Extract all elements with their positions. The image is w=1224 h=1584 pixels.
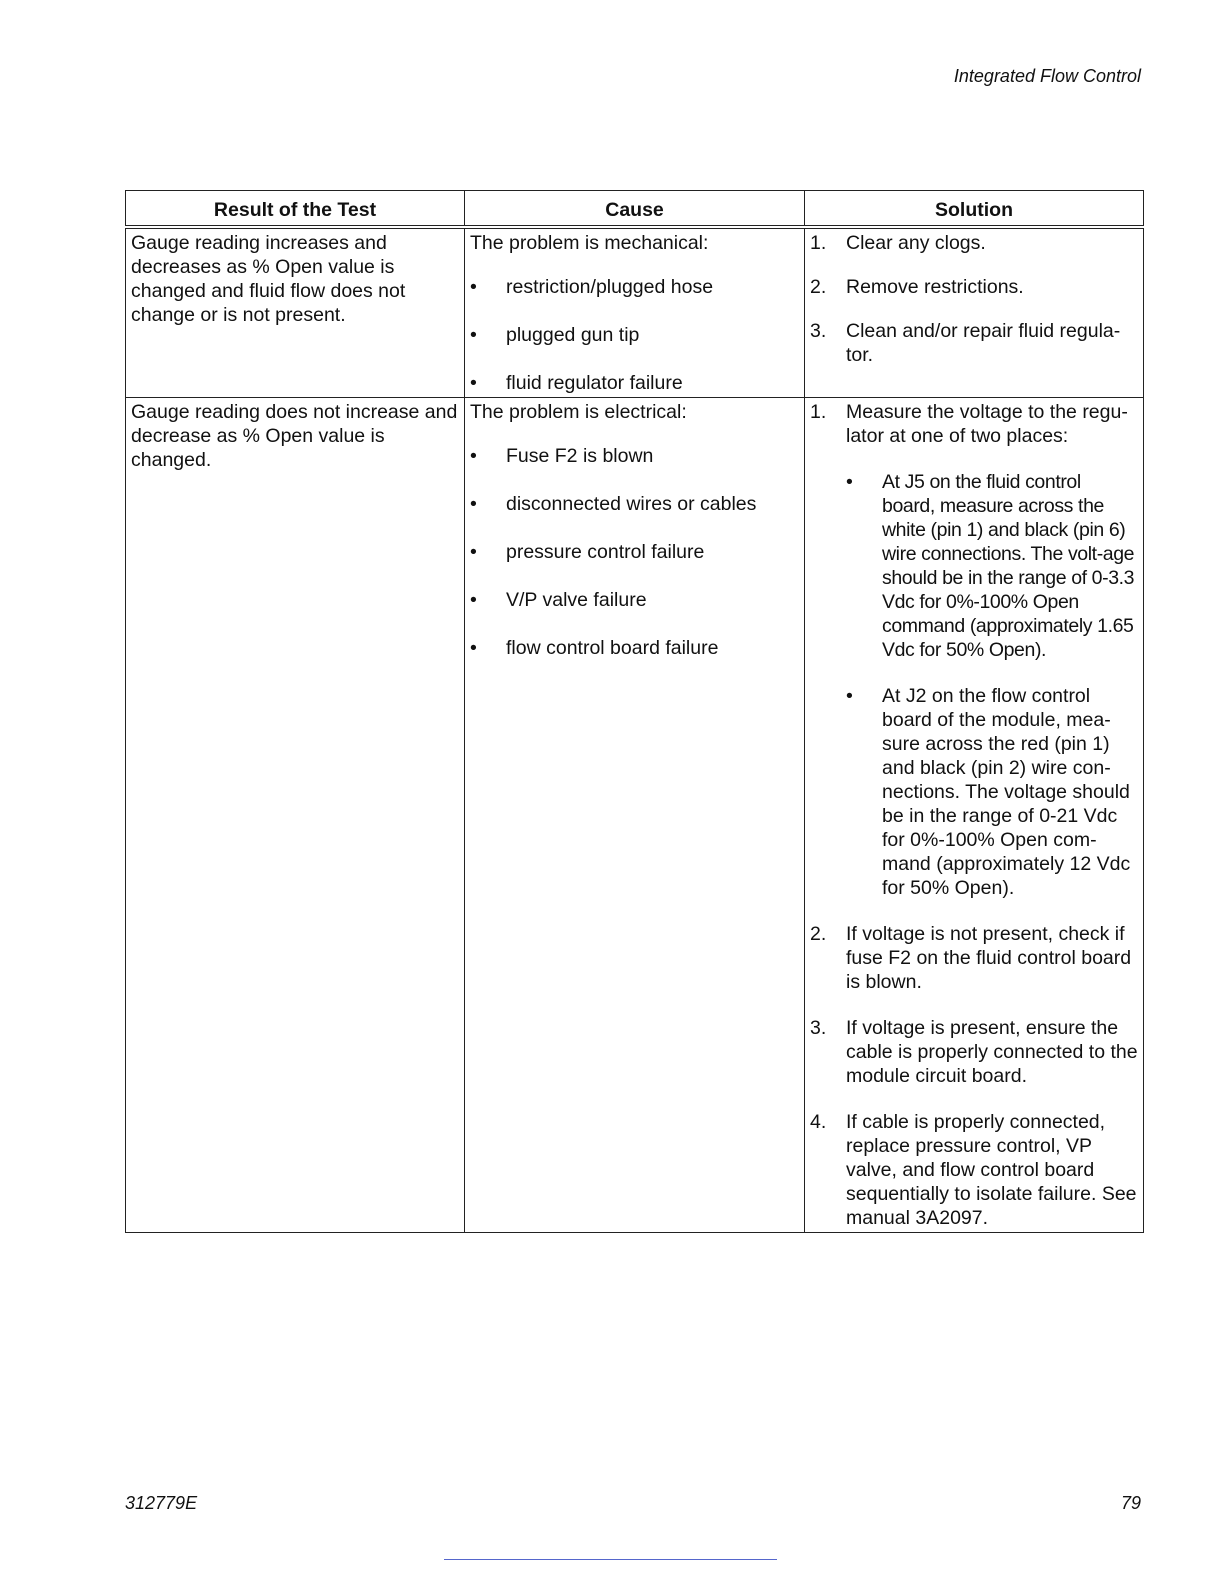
cause-item	[470, 444, 799, 468]
solution-step	[810, 922, 1138, 994]
table-header-row	[126, 191, 1144, 228]
cause-list	[470, 444, 799, 660]
table-row	[126, 227, 1144, 398]
bullet-icon: •	[470, 637, 477, 659]
solution-steps	[810, 400, 1138, 1230]
solution-steps	[810, 231, 1138, 367]
cause-text: fluid regulator failure	[506, 372, 683, 394]
step-text: If voltage is not present, check if fuse F2 on the fluid control board is blown.	[846, 923, 1132, 993]
cause-text: pressure control failure	[506, 541, 705, 563]
bullet-icon: •	[470, 493, 477, 515]
page-number: 79	[1120, 1493, 1141, 1513]
solution-step	[810, 275, 1138, 299]
result-cell: Gauge reading does not increase and decrease as % Open value is changed.	[126, 398, 465, 1233]
step-text: If voltage is present, ensure the cable is properly connected to the module circuit board.	[846, 1017, 1138, 1087]
column-header-solution: Solution	[805, 191, 1144, 228]
cause-text: restriction/plugged hose	[506, 276, 714, 298]
cause-intro: The problem is mechanical:	[470, 232, 709, 254]
cause-text: plugged gun tip	[506, 324, 640, 346]
solution-step	[810, 1016, 1138, 1088]
step-number: 2.	[810, 923, 827, 945]
step-number: 2.	[810, 276, 827, 298]
cause-cell	[465, 398, 805, 1233]
bullet-icon: •	[846, 471, 853, 493]
step-text: Clean and/or repair fluid regula-tor.	[846, 320, 1121, 366]
troubleshooting-table-container	[125, 190, 1143, 1233]
solution-step	[810, 319, 1138, 367]
sub-step-item	[846, 684, 1138, 900]
cause-item	[470, 275, 799, 299]
step-text: Measure the voltage to the regu-lator at one of two places:	[846, 401, 1128, 447]
column-header-result: Result of the Test	[126, 191, 465, 228]
step-text: Clear any clogs.	[846, 232, 986, 254]
document-number: 312779E	[125, 1493, 198, 1513]
running-title: Integrated Flow Control	[953, 66, 1141, 86]
cause-intro: The problem is electrical:	[470, 401, 687, 423]
troubleshooting-table	[125, 190, 1144, 1233]
solution-cell	[805, 227, 1144, 398]
bottom-divider	[444, 1559, 777, 1560]
sub-step-text: At J2 on the flow control board of the module, mea-sure across the red (pin 1) and black (pin 2) wire con-nections. The voltage should be in the range of 0-21 Vdc for 0%-100% Open com-mand (approximately 12 Vdc for 50% Open).	[882, 685, 1131, 899]
step-number: 1.	[810, 401, 827, 423]
cause-item	[470, 323, 799, 347]
cause-item	[470, 371, 799, 395]
cause-list	[470, 275, 799, 395]
cause-item	[470, 588, 799, 612]
step-number: 3.	[810, 1017, 827, 1039]
bullet-icon: •	[470, 372, 477, 394]
cause-item	[470, 540, 799, 564]
solution-step	[810, 400, 1138, 900]
solution-step	[810, 1110, 1138, 1230]
sub-step-text: At J5 on the fluid control board, measure across the white (pin 1) and black (pin 6) wire connections. The volt-age should be in the range of 0-3.3 Vdc for 0%-100% Open command (approximately 1.65 Vdc for 50% Open).	[882, 471, 1135, 661]
result-cell: Gauge reading increases and decreases as % Open value is changed and fluid flow does not change or is not present.	[126, 227, 465, 398]
cause-text: V/P valve failure	[506, 589, 647, 611]
solution-step	[810, 231, 1138, 255]
bullet-icon: •	[470, 324, 477, 346]
cause-item	[470, 636, 799, 660]
cause-text: Fuse F2 is blown	[506, 445, 654, 467]
bullet-icon: •	[846, 685, 853, 707]
cause-text: disconnected wires or cables	[506, 493, 757, 515]
column-header-cause: Cause	[465, 191, 805, 228]
step-text: If cable is properly connected, replace pressure control, VP valve, and flow control board sequentially to isolate failure. See manual 3A2097.	[846, 1111, 1137, 1229]
table-row	[126, 398, 1144, 1233]
step-number: 4.	[810, 1111, 827, 1133]
cause-text: flow control board failure	[506, 637, 719, 659]
bullet-icon: •	[470, 276, 477, 298]
bullet-icon: •	[470, 445, 477, 467]
bullet-icon: •	[470, 541, 477, 563]
step-number: 1.	[810, 232, 827, 254]
sub-step-item	[846, 470, 1138, 662]
step-text: Remove restrictions.	[846, 276, 1024, 298]
cause-item	[470, 492, 799, 516]
step-number: 3.	[810, 320, 827, 342]
solution-cell	[805, 398, 1144, 1233]
sub-step-list	[846, 470, 1138, 900]
bullet-icon: •	[470, 589, 477, 611]
cause-cell	[465, 227, 805, 398]
